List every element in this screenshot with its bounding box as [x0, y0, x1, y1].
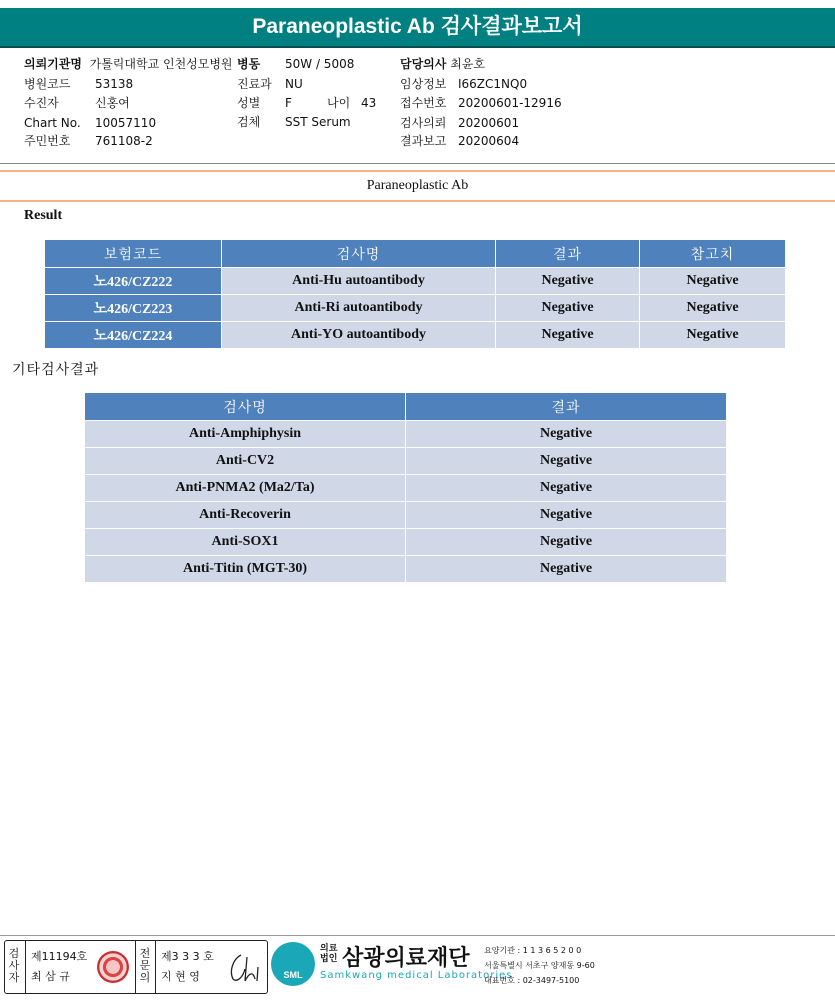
- doctor-label: 담당의사: [400, 57, 447, 71]
- insurance-code: 노426/CZ223: [45, 295, 222, 322]
- other-results-label: 기타검사결과: [12, 362, 100, 378]
- test-result: Negative: [406, 475, 727, 502]
- age-label: 나이: [327, 96, 351, 110]
- idnum-label: 주민번호: [24, 134, 71, 148]
- header-insurance-code: 보험코드: [45, 240, 222, 268]
- header-test-name: 검사명: [85, 393, 406, 421]
- test-result: Negative: [406, 556, 727, 583]
- stamp-divider: [155, 941, 156, 993]
- idnum-value: 761108-2: [95, 134, 153, 148]
- dept-value: NU: [285, 77, 303, 91]
- table-row: [85, 448, 727, 475]
- section-bottom-line: [0, 200, 835, 202]
- doctor-field: [400, 56, 485, 72]
- organization-phone: 대표번호 : 02-3497-5100: [484, 976, 580, 985]
- table-row: [85, 475, 727, 502]
- test-result: Negative: [406, 529, 727, 556]
- doctor-value: 최윤호: [450, 57, 485, 71]
- organization-address: 서울특별시 서초구 양재동 9-60: [484, 961, 595, 970]
- test-result: Negative: [496, 268, 640, 295]
- sex-value: F: [285, 96, 292, 110]
- sex-label: 성별: [237, 96, 261, 110]
- table-row: [85, 421, 727, 448]
- insurance-code: 노426/CZ224: [45, 322, 222, 349]
- report-title: Paraneoplastic Ab 검사결과보고서: [0, 8, 835, 48]
- table-row: [85, 529, 727, 556]
- result-table: [44, 239, 786, 349]
- dept-label: 진료과: [237, 77, 272, 91]
- reference-value: Negative: [640, 322, 786, 349]
- specialist-license: 제3 3 3 호: [161, 950, 214, 963]
- test-name: Anti-Hu autoantibody: [222, 268, 496, 295]
- report-date-value: 20200604: [458, 134, 520, 148]
- ward-value: 50W / 5008: [285, 57, 355, 71]
- reference-value: Negative: [640, 268, 786, 295]
- specialist-label: 전문의: [139, 947, 151, 984]
- test-result: Negative: [496, 295, 640, 322]
- signature-box: [4, 940, 268, 994]
- test-name: Anti-Recoverin: [85, 502, 406, 529]
- result-table-header: [45, 240, 786, 268]
- specialist-name: 지 현 영: [161, 970, 200, 983]
- header-result: 결과: [406, 393, 727, 421]
- table-row: [85, 502, 727, 529]
- other-table-header: [85, 393, 727, 421]
- section-top-line: [0, 170, 835, 172]
- test-result: Negative: [406, 502, 727, 529]
- name-value: 신홍여: [95, 96, 130, 110]
- tester-label: 검사자: [8, 947, 20, 984]
- specimen-value: SST Serum: [285, 115, 351, 129]
- hospital-label: 의뢰기관명: [24, 57, 82, 71]
- table-row: [85, 556, 727, 583]
- hospital-field: [24, 56, 233, 72]
- reference-value: Negative: [640, 295, 786, 322]
- table-row: [45, 268, 786, 295]
- test-name: Anti-Titin (MGT-30): [85, 556, 406, 583]
- clinical-label: 임상정보: [400, 77, 447, 91]
- footer-divider: [0, 935, 835, 936]
- other-results-table: [84, 392, 727, 583]
- logo-prefix: 의료법인: [320, 944, 338, 964]
- section-title: Paraneoplastic Ab: [366, 178, 469, 193]
- tester-license: 제11194호: [31, 950, 88, 963]
- clinical-value: I66ZC1NQ0: [458, 77, 528, 91]
- specimen-label: 검체: [237, 115, 261, 129]
- hospital-value: 가톨릭대학교 인천성모병원: [89, 57, 233, 71]
- seal-stamp: [97, 951, 129, 983]
- age-value: 43: [361, 96, 377, 110]
- organization-english-name: Samkwang medical Laboratories: [320, 970, 513, 981]
- info-divider: [0, 163, 835, 164]
- test-name: Anti-CV2: [85, 448, 406, 475]
- test-name: Anti-SOX1: [85, 529, 406, 556]
- organization-code: 요양기관 : 1 1 3 6 5 2 0 0: [484, 946, 582, 955]
- ward-label: 병동: [237, 57, 261, 71]
- reception-value: 20200601-12916: [458, 96, 562, 110]
- header-reference: 참고치: [640, 240, 786, 268]
- tester-name: 최 삼 규: [31, 970, 70, 983]
- request-value: 20200601: [458, 116, 520, 130]
- chart-value: 10057110: [95, 116, 157, 130]
- result-label: Result: [24, 208, 63, 223]
- reception-label: 접수번호: [400, 96, 447, 110]
- test-name: Anti-Amphiphysin: [85, 421, 406, 448]
- insurance-code: 노426/CZ222: [45, 268, 222, 295]
- header-test-name: 검사명: [222, 240, 496, 268]
- signature-icon: [225, 951, 261, 985]
- test-result: Negative: [496, 322, 640, 349]
- code-label: 병원코드: [24, 77, 71, 91]
- request-label: 검사의뢰: [400, 116, 447, 130]
- test-result: Negative: [406, 421, 727, 448]
- header-result: 결과: [496, 240, 640, 268]
- stamp-divider: [135, 941, 136, 993]
- table-row: [45, 322, 786, 349]
- sml-logo-icon: SML: [271, 942, 315, 986]
- test-name: Anti-Ri autoantibody: [222, 295, 496, 322]
- ward-field: [237, 56, 260, 72]
- table-row: [45, 295, 786, 322]
- test-name: Anti-YO autoantibody: [222, 322, 496, 349]
- test-result: Negative: [406, 448, 727, 475]
- report-date-label: 결과보고: [400, 134, 447, 148]
- name-label: 수진자: [24, 96, 59, 110]
- organization-name: 삼광의료재단: [342, 946, 470, 971]
- test-name: Anti-PNMA2 (Ma2/Ta): [85, 475, 406, 502]
- code-value: 53138: [95, 77, 134, 91]
- stamp-divider: [25, 941, 26, 993]
- chart-label: Chart No.: [24, 116, 81, 130]
